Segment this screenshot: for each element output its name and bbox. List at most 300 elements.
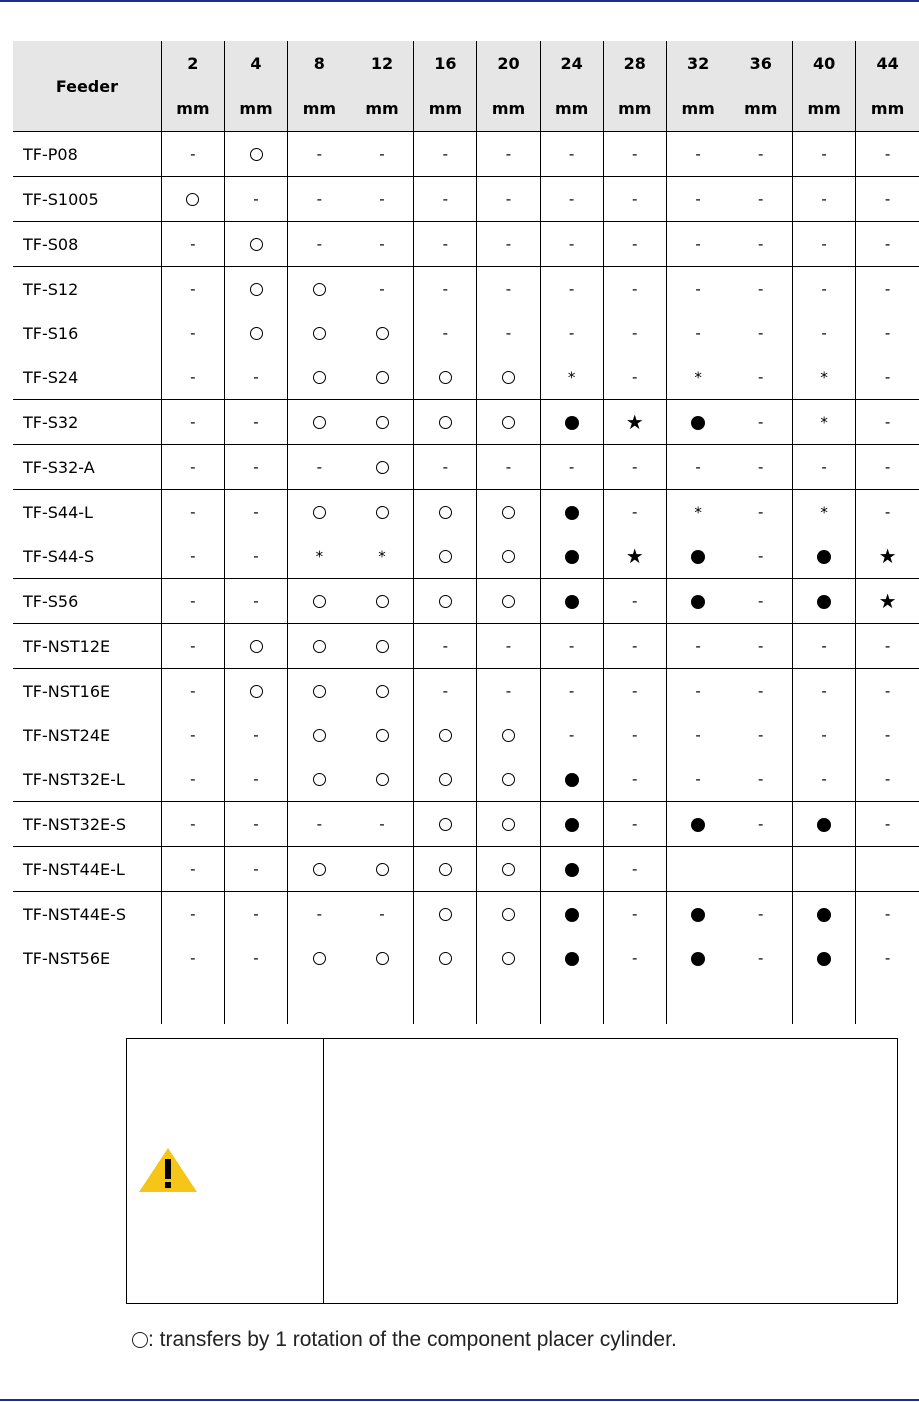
table-cell bbox=[793, 400, 856, 445]
table-cell bbox=[224, 847, 287, 892]
not-supported-mark: - bbox=[632, 235, 638, 253]
not-supported-mark: - bbox=[253, 815, 259, 833]
not-supported-mark: - bbox=[632, 860, 638, 878]
circle-icon bbox=[439, 729, 452, 742]
table-cell bbox=[477, 579, 540, 624]
table-cell bbox=[603, 445, 666, 490]
table-cell bbox=[477, 267, 540, 312]
table-cell bbox=[288, 490, 351, 535]
filled-circle-icon bbox=[691, 550, 705, 564]
table-cell bbox=[729, 713, 792, 757]
table-cell bbox=[414, 713, 477, 757]
not-supported-mark: - bbox=[253, 592, 259, 610]
table-row bbox=[13, 892, 919, 937]
table-cell bbox=[856, 713, 919, 757]
filled-circle-icon bbox=[565, 908, 579, 922]
table-row bbox=[13, 757, 919, 802]
table-cell bbox=[793, 624, 856, 669]
header-unit: mm bbox=[414, 86, 477, 132]
circle-icon bbox=[376, 371, 389, 384]
not-supported-mark: - bbox=[758, 190, 764, 208]
table-cell bbox=[161, 311, 224, 355]
table-cell bbox=[729, 222, 792, 267]
not-supported-mark: - bbox=[632, 905, 638, 923]
table-cell bbox=[224, 400, 287, 445]
table-cell bbox=[666, 400, 729, 445]
filled-circle-icon bbox=[691, 595, 705, 609]
table-cell bbox=[161, 757, 224, 802]
table-cell bbox=[856, 936, 919, 980]
table-cell bbox=[540, 267, 603, 312]
not-supported-mark: - bbox=[505, 235, 512, 253]
not-supported-mark: - bbox=[632, 592, 638, 610]
table-cell bbox=[603, 400, 666, 445]
table-cell bbox=[351, 177, 414, 222]
table-cell bbox=[224, 490, 287, 535]
not-supported-mark: - bbox=[442, 324, 449, 342]
table-cell bbox=[477, 713, 540, 757]
table-cell bbox=[603, 490, 666, 535]
table-cell bbox=[729, 534, 792, 579]
table-cell bbox=[666, 579, 729, 624]
table-cell bbox=[666, 757, 729, 802]
not-supported-mark: - bbox=[821, 190, 827, 208]
header-size-28: 28 bbox=[603, 41, 666, 86]
table-cell bbox=[666, 713, 729, 757]
not-supported-mark: - bbox=[884, 324, 891, 342]
not-supported-mark: - bbox=[190, 324, 196, 342]
circle-icon bbox=[313, 371, 326, 384]
table-cell bbox=[856, 400, 919, 445]
not-supported-mark: - bbox=[632, 637, 638, 655]
not-supported-mark: - bbox=[884, 280, 891, 298]
not-supported-mark: - bbox=[442, 458, 449, 476]
not-supported-mark: - bbox=[758, 815, 764, 833]
not-supported-mark: - bbox=[379, 280, 385, 298]
table-row bbox=[13, 400, 919, 445]
table-cell bbox=[856, 579, 919, 624]
circle-icon bbox=[439, 818, 452, 831]
not-supported-mark: - bbox=[316, 145, 323, 163]
table-cell bbox=[729, 267, 792, 312]
not-supported-mark: - bbox=[758, 235, 764, 253]
table-cell bbox=[414, 802, 477, 847]
not-supported-mark: - bbox=[758, 324, 764, 342]
not-supported-mark: - bbox=[568, 682, 575, 700]
table-cell bbox=[540, 802, 603, 847]
not-supported-mark: - bbox=[190, 592, 196, 610]
asterisk-mark: * bbox=[820, 368, 828, 387]
circle-icon bbox=[376, 729, 389, 742]
table-cell bbox=[603, 222, 666, 267]
table-cell bbox=[603, 579, 666, 624]
table-cell bbox=[351, 445, 414, 490]
table-cell bbox=[477, 669, 540, 714]
table-cell bbox=[666, 267, 729, 312]
table-cell bbox=[351, 757, 414, 802]
table-cell bbox=[540, 624, 603, 669]
table-cell bbox=[540, 579, 603, 624]
circle-icon bbox=[439, 416, 452, 429]
not-supported-mark: - bbox=[884, 682, 891, 700]
not-supported-mark: - bbox=[253, 726, 259, 744]
filled-circle-icon bbox=[817, 595, 831, 609]
not-supported-mark: - bbox=[884, 637, 891, 655]
not-supported-mark: - bbox=[505, 458, 512, 476]
not-supported-mark: - bbox=[821, 145, 827, 163]
table-cell bbox=[351, 802, 414, 847]
table-cell bbox=[540, 534, 603, 579]
table-cell bbox=[414, 311, 477, 355]
table-cell bbox=[351, 847, 414, 892]
table-cell bbox=[793, 757, 856, 802]
feeder-name: TF-P08 bbox=[13, 132, 161, 177]
filled-circle-icon bbox=[565, 416, 579, 430]
not-supported-mark: - bbox=[821, 682, 827, 700]
table-cell bbox=[729, 802, 792, 847]
table-cell bbox=[793, 267, 856, 312]
table-cell bbox=[351, 579, 414, 624]
not-supported-mark: - bbox=[379, 145, 385, 163]
not-supported-mark: - bbox=[695, 145, 701, 163]
table-row bbox=[13, 177, 919, 222]
not-supported-mark: - bbox=[379, 815, 385, 833]
feeder-name: TF-NST32E-S bbox=[13, 802, 161, 847]
table-cell bbox=[666, 311, 729, 355]
table-cell bbox=[224, 579, 287, 624]
filled-circle-icon bbox=[565, 773, 579, 787]
table-cell bbox=[729, 132, 792, 177]
table-cell bbox=[856, 355, 919, 400]
asterisk-mark: * bbox=[567, 368, 576, 387]
not-supported-mark: - bbox=[632, 682, 638, 700]
table-cell bbox=[224, 669, 287, 714]
not-supported-mark: - bbox=[442, 637, 449, 655]
table-cell bbox=[224, 892, 287, 937]
table-cell bbox=[477, 534, 540, 579]
table-cell bbox=[224, 445, 287, 490]
table-cell bbox=[666, 892, 729, 937]
table-cell bbox=[477, 624, 540, 669]
not-supported-mark: - bbox=[568, 190, 575, 208]
not-supported-mark: - bbox=[821, 637, 827, 655]
table-cell bbox=[666, 980, 729, 1024]
not-supported-mark: - bbox=[632, 280, 638, 298]
table-cell bbox=[856, 445, 919, 490]
asterisk-mark: * bbox=[315, 547, 324, 566]
table-cell bbox=[161, 713, 224, 757]
table-cell bbox=[351, 311, 414, 355]
circle-icon bbox=[376, 595, 389, 608]
table-cell bbox=[288, 222, 351, 267]
table-cell bbox=[540, 980, 603, 1024]
not-supported-mark: - bbox=[505, 190, 512, 208]
table-cell bbox=[161, 132, 224, 177]
header-size-40: 40 bbox=[793, 41, 856, 86]
table-cell bbox=[224, 757, 287, 802]
top-rule bbox=[0, 0, 919, 2]
not-supported-mark: - bbox=[253, 368, 259, 386]
feeder-name: TF-S44-L bbox=[13, 490, 161, 535]
not-supported-mark: - bbox=[758, 592, 764, 610]
table-cell bbox=[540, 177, 603, 222]
not-supported-mark: - bbox=[505, 324, 512, 342]
not-supported-mark: - bbox=[253, 503, 259, 521]
legend-text: : transfers by 1 rotation of the component placer cylinder. bbox=[148, 1328, 677, 1351]
not-supported-mark: - bbox=[632, 770, 638, 788]
not-supported-mark: - bbox=[190, 145, 196, 163]
not-supported-mark: - bbox=[632, 815, 638, 833]
table-cell bbox=[351, 980, 414, 1024]
filled-circle-icon bbox=[565, 595, 579, 609]
filled-circle-icon bbox=[565, 818, 579, 832]
not-supported-mark: - bbox=[695, 190, 701, 208]
table-cell bbox=[540, 936, 603, 980]
table-cell bbox=[793, 355, 856, 400]
feeder-name: TF-S44-S bbox=[23, 546, 95, 566]
table-cell bbox=[351, 534, 414, 579]
header-unit: mm bbox=[161, 86, 224, 132]
not-supported-mark: - bbox=[632, 949, 638, 967]
circle-icon bbox=[502, 595, 515, 608]
feeder-name: TF-S32-A bbox=[13, 445, 161, 490]
circle-icon bbox=[313, 685, 326, 698]
not-supported-mark: - bbox=[190, 860, 196, 878]
not-supported-mark: - bbox=[758, 458, 764, 476]
not-supported-mark: - bbox=[316, 190, 323, 208]
table-cell bbox=[414, 132, 477, 177]
not-supported-mark: - bbox=[442, 235, 449, 253]
not-supported-mark: - bbox=[316, 235, 323, 253]
header-unit: mm bbox=[666, 86, 729, 132]
table-cell bbox=[414, 267, 477, 312]
not-supported-mark: - bbox=[505, 280, 512, 298]
not-supported-mark: - bbox=[758, 726, 764, 744]
not-supported-mark: - bbox=[190, 413, 196, 431]
table-cell bbox=[414, 177, 477, 222]
not-supported-mark: - bbox=[758, 949, 764, 967]
table-cell bbox=[477, 936, 540, 980]
not-supported-mark: - bbox=[884, 503, 891, 521]
not-supported-mark: - bbox=[884, 190, 891, 208]
table-cell bbox=[161, 892, 224, 937]
table-cell bbox=[666, 847, 729, 892]
table-cell bbox=[288, 534, 351, 579]
table-cell bbox=[161, 847, 224, 892]
table-cell bbox=[414, 757, 477, 802]
table-cell bbox=[856, 624, 919, 669]
not-supported-mark: - bbox=[884, 413, 891, 431]
circle-icon bbox=[313, 595, 326, 608]
table-cell bbox=[477, 311, 540, 355]
not-supported-mark: - bbox=[568, 726, 575, 744]
table-cell bbox=[729, 355, 792, 400]
table-cell bbox=[288, 980, 351, 1024]
table-cell bbox=[603, 802, 666, 847]
circle-icon bbox=[250, 238, 263, 251]
table-cell bbox=[540, 311, 603, 355]
table-cell bbox=[224, 267, 287, 312]
not-supported-mark: - bbox=[253, 770, 259, 788]
feeder-name: TF-NST56E bbox=[23, 948, 111, 968]
not-supported-mark: - bbox=[632, 368, 638, 386]
asterisk-mark: * bbox=[820, 413, 828, 432]
table-cell bbox=[414, 534, 477, 579]
table-cell bbox=[351, 132, 414, 177]
table-cell bbox=[477, 802, 540, 847]
circle-icon bbox=[439, 773, 452, 786]
filled-circle-icon bbox=[565, 550, 579, 564]
not-supported-mark: - bbox=[758, 145, 764, 163]
feeder-name: TF-S24 bbox=[23, 367, 79, 387]
table-cell bbox=[666, 624, 729, 669]
not-supported-mark: - bbox=[253, 547, 259, 565]
table-cell bbox=[729, 177, 792, 222]
not-supported-mark: - bbox=[442, 190, 449, 208]
table-cell bbox=[793, 847, 856, 892]
circle-icon bbox=[502, 416, 515, 429]
circle-icon bbox=[502, 908, 515, 921]
not-supported-mark: - bbox=[379, 905, 385, 923]
not-supported-mark: - bbox=[632, 726, 638, 744]
table-cell bbox=[540, 713, 603, 757]
table-cell bbox=[224, 311, 287, 355]
not-supported-mark: - bbox=[190, 547, 196, 565]
header-unit: mm bbox=[224, 86, 287, 132]
not-supported-mark: - bbox=[821, 280, 827, 298]
circle-icon bbox=[502, 863, 515, 876]
not-supported-mark: - bbox=[568, 235, 575, 253]
circle-icon bbox=[502, 773, 515, 786]
table-row bbox=[13, 579, 919, 624]
circle-icon bbox=[313, 506, 326, 519]
feeder-name: TF-S16 bbox=[23, 323, 79, 343]
table-cell bbox=[288, 177, 351, 222]
not-supported-mark: - bbox=[442, 280, 449, 298]
circle-icon bbox=[313, 283, 326, 296]
circle-icon bbox=[376, 506, 389, 519]
table-cell bbox=[793, 445, 856, 490]
table-cell bbox=[603, 980, 666, 1024]
table-cell bbox=[161, 445, 224, 490]
table-cell bbox=[288, 847, 351, 892]
not-supported-mark: - bbox=[190, 905, 196, 923]
circle-icon bbox=[313, 952, 326, 965]
table-cell bbox=[540, 132, 603, 177]
circle-icon bbox=[439, 952, 452, 965]
feeder-name: TF-S32 bbox=[13, 400, 161, 445]
circle-icon bbox=[439, 863, 452, 876]
table-cell bbox=[793, 980, 856, 1024]
circle-icon bbox=[376, 685, 389, 698]
table-cell bbox=[351, 892, 414, 937]
circle-icon bbox=[502, 550, 515, 563]
not-supported-mark: - bbox=[632, 190, 638, 208]
table-cell bbox=[224, 624, 287, 669]
table-cell bbox=[856, 267, 919, 312]
table-cell bbox=[351, 400, 414, 445]
table-cell bbox=[729, 400, 792, 445]
table-cell bbox=[856, 892, 919, 937]
not-supported-mark: - bbox=[884, 726, 891, 744]
table-cell bbox=[793, 669, 856, 714]
circle-icon bbox=[250, 283, 263, 296]
not-supported-mark: - bbox=[884, 905, 891, 923]
table-cell bbox=[603, 757, 666, 802]
table-cell bbox=[603, 669, 666, 714]
not-supported-mark: - bbox=[695, 726, 701, 744]
not-supported-mark: - bbox=[758, 547, 764, 565]
asterisk-mark: * bbox=[694, 503, 702, 522]
star-icon: ★ bbox=[878, 589, 897, 613]
filled-circle-icon bbox=[817, 908, 831, 922]
circle-icon bbox=[132, 1332, 148, 1348]
circle-icon bbox=[502, 729, 515, 742]
not-supported-mark: - bbox=[884, 458, 891, 476]
star-icon: ★ bbox=[625, 410, 644, 434]
table-cell bbox=[288, 892, 351, 937]
table-cell bbox=[351, 669, 414, 714]
feeder-name: TF-NST12E bbox=[13, 624, 161, 669]
table-cell bbox=[161, 802, 224, 847]
circle-icon bbox=[376, 952, 389, 965]
table-cell bbox=[288, 311, 351, 355]
not-supported-mark: - bbox=[884, 770, 891, 788]
table-cell bbox=[414, 847, 477, 892]
not-supported-mark: - bbox=[821, 324, 827, 342]
asterisk-mark: * bbox=[378, 547, 386, 566]
table-cell bbox=[666, 222, 729, 267]
table-cell bbox=[161, 579, 224, 624]
not-supported-mark: - bbox=[695, 458, 701, 476]
not-supported-mark: - bbox=[253, 949, 259, 967]
table-cell bbox=[414, 624, 477, 669]
table-cell bbox=[477, 222, 540, 267]
not-supported-mark: - bbox=[695, 637, 701, 655]
table-cell bbox=[540, 222, 603, 267]
not-supported-mark: - bbox=[442, 145, 449, 163]
table-cell bbox=[477, 445, 540, 490]
not-supported-mark: - bbox=[379, 190, 385, 208]
table-cell bbox=[288, 936, 351, 980]
table-cell bbox=[161, 534, 224, 579]
not-supported-mark: - bbox=[821, 770, 827, 788]
table-cell bbox=[793, 936, 856, 980]
table-cell bbox=[729, 624, 792, 669]
table-cell bbox=[414, 669, 477, 714]
header-unit: mm bbox=[856, 86, 919, 132]
table-row bbox=[13, 534, 919, 579]
not-supported-mark: - bbox=[821, 458, 827, 476]
table-cell bbox=[729, 757, 792, 802]
header-size-20: 20 bbox=[477, 41, 540, 86]
not-supported-mark: - bbox=[695, 280, 701, 298]
table-cell bbox=[224, 936, 287, 980]
table-cell bbox=[603, 311, 666, 355]
circle-icon bbox=[313, 640, 326, 653]
not-supported-mark: - bbox=[316, 458, 323, 476]
not-supported-mark: - bbox=[190, 235, 196, 253]
header-unit: mm bbox=[540, 86, 603, 132]
header-size-8: 8 bbox=[288, 41, 351, 86]
table-cell bbox=[856, 132, 919, 177]
bottom-rule bbox=[0, 1399, 919, 1401]
table-row bbox=[13, 445, 919, 490]
table-cell bbox=[666, 669, 729, 714]
not-supported-mark: - bbox=[190, 726, 196, 744]
not-supported-mark: - bbox=[568, 145, 575, 163]
table-cell bbox=[288, 267, 351, 312]
